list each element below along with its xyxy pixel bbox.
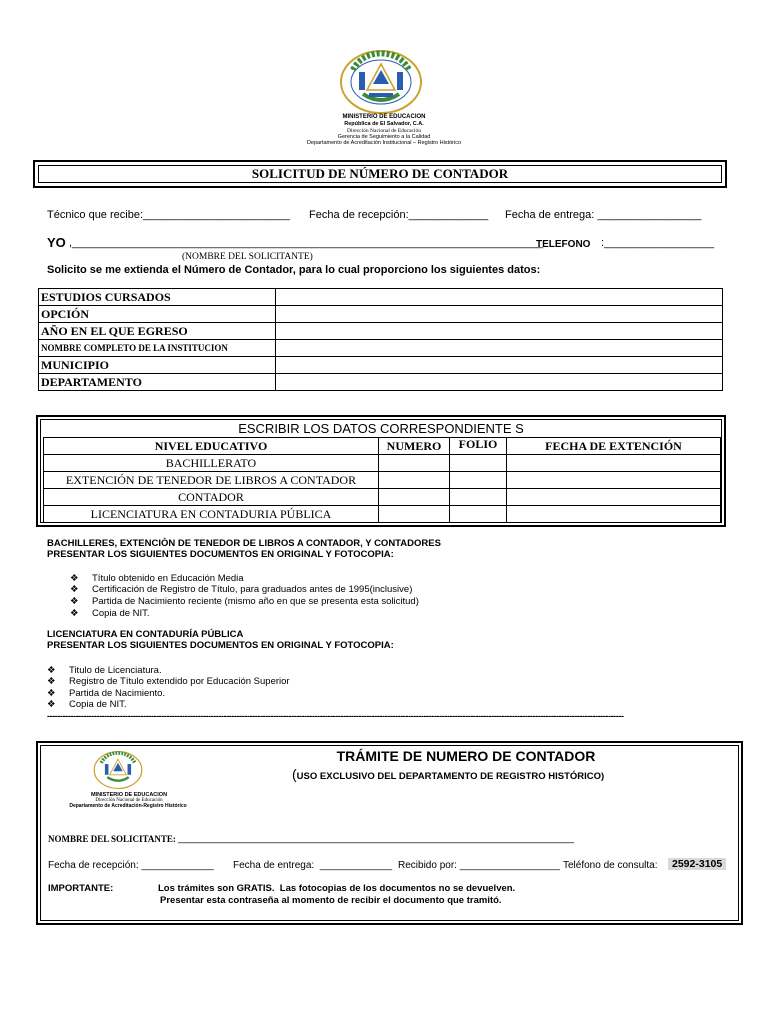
list-item bbox=[47, 665, 162, 676]
numero-cell[interactable] bbox=[379, 472, 450, 489]
list-item bbox=[70, 573, 244, 584]
cut-divider: ------------------------------------------------------------------------------------------------------------------------------------------------------------------------------------------------------------------------------ bbox=[47, 711, 624, 721]
row-label: ESTUDIOS CURSADOS bbox=[39, 289, 276, 306]
list-item-text: Partida de Nacimiento reciente (mismo año en que se presenta esta solicitud) bbox=[92, 596, 419, 607]
yo-label: YO bbox=[47, 235, 66, 250]
list-item bbox=[47, 688, 165, 699]
receipt-box bbox=[36, 741, 743, 925]
list-item bbox=[70, 596, 419, 607]
list-item-text: Partida de Nacimiento. bbox=[69, 688, 166, 699]
levels-table bbox=[43, 437, 721, 523]
receipt-fecha-recepcion[interactable]: Fecha de recepción: _____________ bbox=[48, 860, 214, 871]
receipt-department: Departamento de Acreditación-Registro Histórico bbox=[69, 803, 187, 809]
folio-cell[interactable] bbox=[450, 489, 507, 506]
fecha-cell[interactable] bbox=[507, 489, 721, 506]
header-direction: Dirección Nacional de Educación bbox=[346, 128, 422, 134]
receipt-direction: Dirección Nacional de Educación bbox=[95, 798, 163, 803]
table-header-row bbox=[44, 438, 721, 455]
list-item bbox=[47, 676, 290, 687]
table-row bbox=[39, 357, 723, 374]
bullet-icon: ❖ bbox=[70, 573, 79, 584]
list-item-text: Registro de Título extendido por Educación Superior bbox=[69, 676, 290, 687]
numero-cell[interactable] bbox=[379, 506, 450, 523]
telefono-field[interactable]: :__________________ bbox=[601, 237, 715, 249]
level-name: LICENCIATURA EN CONTADURIA PÚBLICA bbox=[44, 506, 379, 523]
subtitle-text: USO EXCLUSIVO DEL DEPARTAMENTO DE REGISTRO HISTÓRICO) bbox=[296, 771, 605, 782]
header-ministry: MINISTERIO DE EDUCACION bbox=[342, 114, 426, 120]
fecha-cell[interactable] bbox=[507, 506, 721, 523]
folio-cell[interactable] bbox=[450, 506, 507, 523]
section2-subheading: PRESENTAR LOS SIGUIENTES DOCUMENTOS EN ORIGINAL Y FOTOCOPIA: bbox=[47, 640, 394, 651]
numero-cell[interactable] bbox=[379, 489, 450, 506]
row-value[interactable] bbox=[276, 374, 723, 391]
levels-title: ESCRIBIR LOS DATOS CORRESPONDIENTE S bbox=[238, 421, 524, 436]
col-header: NUMERO bbox=[379, 438, 450, 455]
table-row bbox=[44, 489, 721, 506]
fecha-entrega-field[interactable]: Fecha de entrega: _________________ bbox=[505, 209, 702, 221]
fecha-cell[interactable] bbox=[507, 455, 721, 472]
row-label: NOMBRE COMPLETO DE LA INSTITUCION bbox=[39, 340, 276, 357]
row-value[interactable] bbox=[276, 289, 723, 306]
row-label: MUNICIPIO bbox=[39, 357, 276, 374]
bullet-icon: ❖ bbox=[70, 596, 79, 607]
row-label: AÑO EN EL QUE EGRESO bbox=[39, 323, 276, 340]
receipt-title: TRÁMITE DE NUMERO DE CONTADOR bbox=[336, 748, 596, 764]
subtitle-paren: ( bbox=[292, 766, 297, 782]
section1-subheading: PRESENTAR LOS SIGUIENTES DOCUMENTOS EN ORIGINAL Y FOTOCOPIA: bbox=[47, 549, 394, 560]
list-item bbox=[47, 699, 127, 710]
bullet-icon: ❖ bbox=[70, 608, 79, 619]
receipt-subtitle bbox=[292, 766, 604, 784]
bullet-icon: ❖ bbox=[47, 676, 56, 687]
col-header: NIVEL EDUCATIVO bbox=[44, 438, 379, 455]
col-header: FECHA DE EXTENCIÓN bbox=[507, 438, 721, 455]
receipt-nombre-field[interactable]: NOMBRE DEL SOLICITANTE: ________________________________________________________________________________________ bbox=[48, 834, 575, 844]
telefono-label: TELEFONO bbox=[536, 239, 591, 250]
list-item bbox=[70, 608, 150, 619]
level-name: BACHILLERATO bbox=[44, 455, 379, 472]
header-management: Gerencia de Seguimiento a la Calidad bbox=[337, 134, 431, 140]
nombre-solicitante-field[interactable]: ,_____________________________________________________________________________ bbox=[69, 237, 544, 249]
importante-line1: Los trámites son GRATIS. Las fotocopias de los documentos no se devuelven. bbox=[158, 883, 516, 894]
row-label: OPCIÓN bbox=[39, 306, 276, 323]
table-row bbox=[44, 506, 721, 523]
row-value[interactable] bbox=[276, 306, 723, 323]
list-item-text: Título obtenido en Educación Media bbox=[92, 573, 244, 584]
section1-heading: BACHILLERES, EXTENCIÒN DE TENEDOR DE LIBROS A CONTADOR, Y CONTADORES bbox=[47, 538, 441, 549]
solicito-text: Solicito se me extienda el Número de Contador, para lo cual proporciono los siguientes datos: bbox=[47, 264, 541, 276]
list-item-text: Certificación de Registro de Título, para graduados antes de 1995(inclusive) bbox=[92, 584, 413, 595]
bullet-icon: ❖ bbox=[47, 699, 56, 710]
tecnico-field[interactable]: Técnico que recibe:________________________ bbox=[47, 209, 290, 221]
list-item-text: Copia de NIT. bbox=[92, 608, 150, 619]
section2-heading: LICENCIATURA EN CONTADURÍA PÚBLICA bbox=[47, 629, 244, 640]
el-salvador-seal-icon bbox=[93, 748, 143, 792]
row-value[interactable] bbox=[276, 323, 723, 340]
table-row bbox=[44, 472, 721, 489]
row-value[interactable] bbox=[276, 340, 723, 357]
bullet-icon: ❖ bbox=[47, 688, 56, 699]
row-label: DEPARTAMENTO bbox=[39, 374, 276, 391]
list-item-text: Copia de NIT. bbox=[69, 699, 127, 710]
folio-cell[interactable] bbox=[450, 472, 507, 489]
student-data-table bbox=[38, 288, 723, 391]
header-department: Departamento de Acreditación Institucional – Registro Histórico bbox=[306, 140, 462, 146]
level-name: EXTENCIÓN DE TENEDOR DE LIBROS A CONTADOR bbox=[44, 472, 379, 489]
importante-line2: Presentar esta contraseña al momento de recibir el documento que tramitó. bbox=[160, 895, 502, 906]
list-item-text: Titulo de Licenciatura. bbox=[69, 665, 162, 676]
fecha-cell[interactable] bbox=[507, 472, 721, 489]
bullet-icon: ❖ bbox=[70, 584, 79, 595]
receipt-ministry: MINISTERIO DE EDUCACION bbox=[90, 792, 168, 798]
fecha-recepcion-field[interactable]: Fecha de recepción:_____________ bbox=[309, 209, 489, 221]
header-republic: República de El Salvador, C.A. bbox=[344, 121, 424, 127]
receipt-phone-number: 2592-3105 bbox=[668, 858, 726, 870]
table-row bbox=[39, 289, 723, 306]
nombre-caption: (NOMBRE DEL SOLICITANTE) bbox=[182, 252, 313, 262]
bullet-icon: ❖ bbox=[47, 665, 56, 676]
form-title: SOLICITUD DE NÚMERO DE CONTADOR bbox=[38, 165, 722, 183]
table-row bbox=[39, 340, 723, 357]
numero-cell[interactable] bbox=[379, 455, 450, 472]
receipt-telefono-label: Teléfono de consulta: bbox=[563, 860, 658, 871]
importante-label: IMPORTANTE: bbox=[48, 883, 114, 894]
table-row bbox=[39, 306, 723, 323]
table-row bbox=[39, 323, 723, 340]
receipt-recibido[interactable]: Recibido por: __________________ bbox=[398, 860, 560, 871]
table-row bbox=[39, 374, 723, 391]
list-item bbox=[70, 584, 412, 595]
col-header: FOLIO bbox=[450, 438, 507, 455]
level-name: CONTADOR bbox=[44, 489, 379, 506]
table-row bbox=[44, 455, 721, 472]
el-salvador-seal-icon bbox=[339, 50, 423, 114]
row-value[interactable] bbox=[276, 357, 723, 374]
receipt-fecha-entrega[interactable]: Fecha de entrega: _____________ bbox=[233, 860, 393, 871]
form-title-box bbox=[33, 160, 727, 188]
folio-cell[interactable] bbox=[450, 455, 507, 472]
levels-box bbox=[36, 415, 726, 527]
